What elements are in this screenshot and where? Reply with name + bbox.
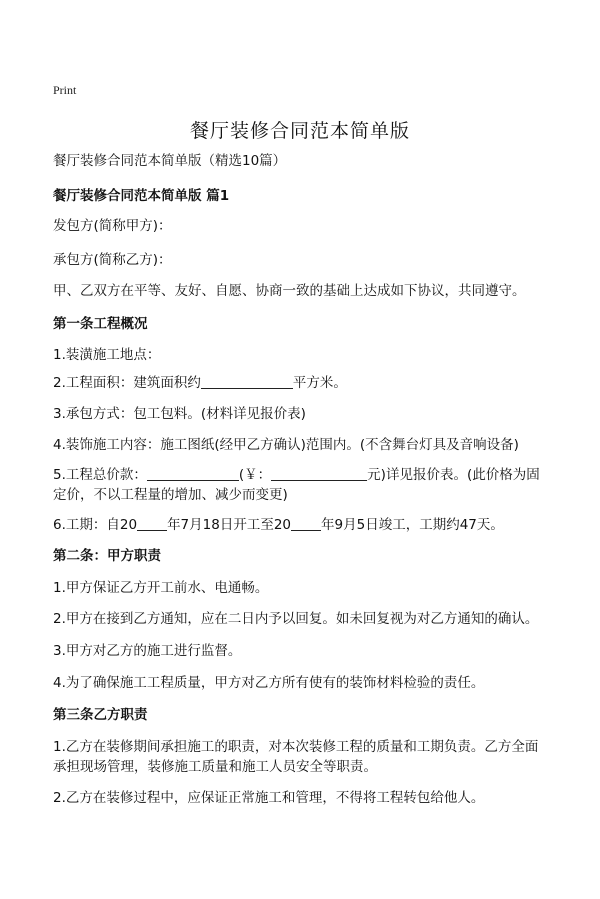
section3-item1-line2: 承担现场管理，装修施工质量和施工人员安全等职责。 <box>53 759 377 775</box>
total-price-blank <box>147 466 239 481</box>
section1-item3: 3.承包方式：包工包料。(材料详见报价表) <box>53 406 306 422</box>
section2-item3: 3.甲方对乙方的施工进行监督。 <box>53 643 242 659</box>
total-price-yuan-blank <box>271 466 367 481</box>
section2-heading: 第二条：甲方职责 <box>53 548 161 564</box>
section1-item2-suffix: 平方米。 <box>292 375 347 391</box>
section1-item6-part1: 6.工期：自20 <box>53 517 138 533</box>
section1-item2-prefix: 2.工程面积：建筑面积约 <box>53 375 201 391</box>
section1-item6-part3: 年9月5日竣工，工期约47天。 <box>321 517 504 533</box>
end-year-blank <box>291 516 321 531</box>
document-subtitle: 餐厅装修合同范本简单版（精选10篇） <box>53 153 287 169</box>
area-blank <box>201 374 293 389</box>
section1-item4: 4.装饰施工内容：施工图纸(经甲乙方确认)范围内。(不含舞台灯具及音响设备) <box>53 437 519 453</box>
section3-heading: 第三条乙方职责 <box>53 707 148 723</box>
section1-item1: 1.装潢施工地点： <box>53 347 161 363</box>
party-b-line: 承包方(简称乙方)： <box>53 252 172 268</box>
section2-item4: 4.为了确保施工工程质量，甲方对乙方所有使有的装饰材料检验的责任。 <box>53 675 485 691</box>
section2-item2: 2.甲方在接到乙方通知，应在二日内予以回复。如未回复视为对乙方通知的确认。 <box>53 611 539 627</box>
section1-item5-middle: (￥： <box>238 467 272 483</box>
section1-item5-continued: 定价，不以工程量的增加、减少而变更) <box>53 487 288 503</box>
section1-item2 <box>53 372 553 394</box>
print-label: Print <box>53 83 77 97</box>
section1-item5-suffix: 元)详见报价表。(此价格为固 <box>367 467 540 483</box>
section1-heading: 第一条工程概况 <box>53 316 148 332</box>
article-heading: 餐厅装修合同范本简单版 篇1 <box>53 188 230 204</box>
section1-item5 <box>53 464 553 486</box>
section2-item1: 1.甲方保证乙方开工前水、电通畅。 <box>53 580 269 596</box>
section1-item5-prefix: 5.工程总价款： <box>53 467 147 483</box>
document-title: 餐厅装修合同范本简单版 <box>189 120 410 142</box>
section1-item6-part2: 年7月18日开工至20 <box>167 517 292 533</box>
section1-item6 <box>53 514 553 536</box>
section3-item1-line1: 1.乙方在装修期间承担施工的职责，对本次装修工程的质量和工期负责。乙方全面 <box>53 739 539 755</box>
party-a-line: 发包方(简称甲方)： <box>53 218 172 234</box>
section3-item2: 2.乙方在装修过程中，应保证正常施工和管理，不得将工程转包给他人。 <box>53 790 485 806</box>
start-year-blank <box>137 516 167 531</box>
agreement-paragraph: 甲、乙双方在平等、友好、自愿、协商一致的基础上达成如下协议，共同遵守。 <box>53 283 526 299</box>
